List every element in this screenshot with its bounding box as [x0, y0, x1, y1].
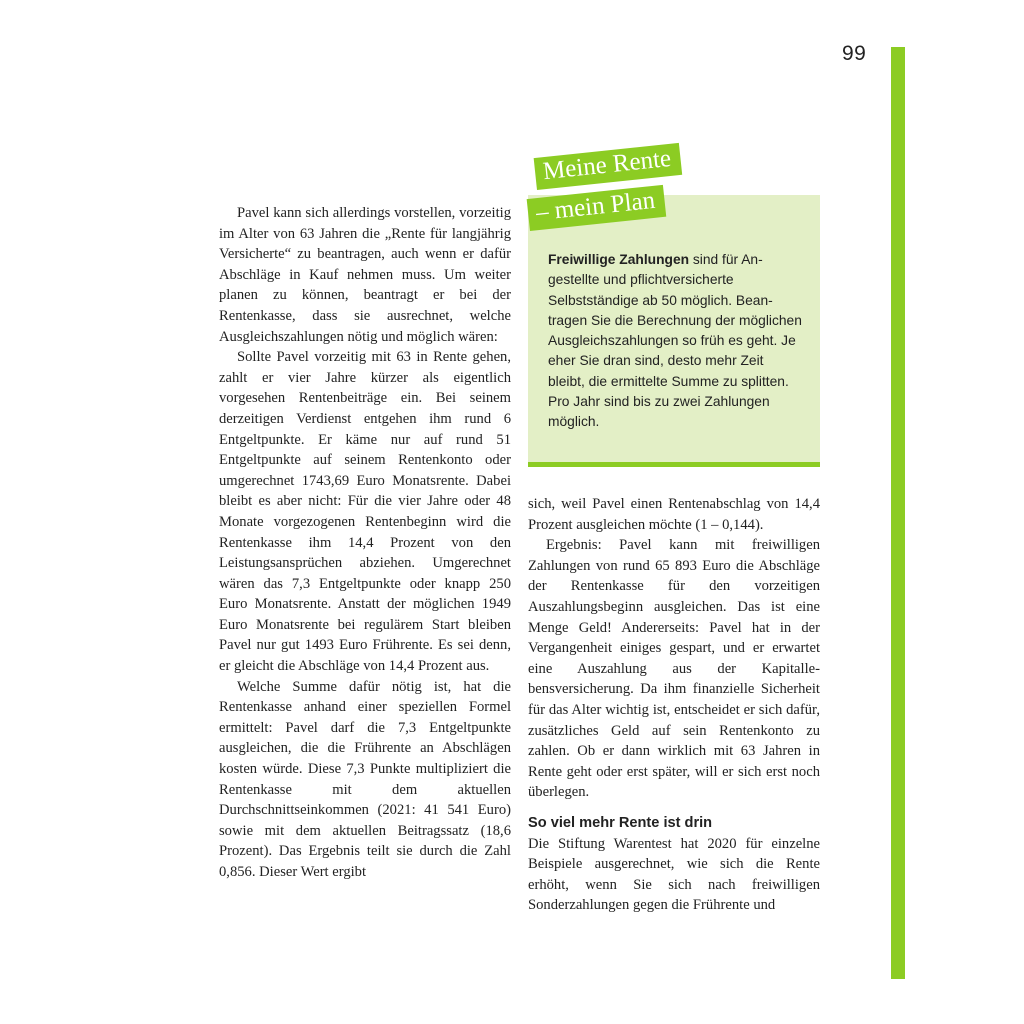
- section-heading: So viel mehr Rente ist drin: [528, 814, 713, 831]
- paragraph: Welche Summe dafür nötig ist, hat die Rentenkasse anhand einer speziellen Formel ermittelt: Pavel darf die 7,3 Entgeltpunkte ausgleichen, die die Frührente an Abschlägen kosten würde. Diese 7,3 Punkte multipliziert die Rentenkasse mit dem aktuellen Durchschnittseinkommen (2021: 41 541 Euro) sowie mit dem aktuellen Beitragssatz (18,6 Prozent). Das Ergebnis teilt sie durch die Zahl 0,856. Dieser Wert ergibt: [219, 678, 511, 880]
- info-box-tag-line-2: – mein Plan: [527, 185, 667, 231]
- page-number: 99: [842, 42, 867, 65]
- side-accent-bar: [891, 47, 905, 979]
- info-box-lead: Freiwillige Zahlungen: [548, 252, 690, 267]
- paragraph: Pavel kann sich allerdings vorstellen, vorzeitig im Alter von 63 Jahren die „Rente für langjährig Versicherte“ zu beantragen, auch wenn er dafür Abschläge in Kauf nehmen muss. Um weiter planen zu können, beantragt er bei der Rentenkasse, dass sie ausrechnet, welche Ausgleichszahlungen nötig und möglich wären:: [219, 205, 511, 345]
- info-box-text: [548, 250, 804, 433]
- paragraph: sich, weil Pavel einen Rentenabschlag von 14,4 Prozent ausgleichen möchte (1 – 0,144).: [528, 496, 820, 533]
- left-text-column: [219, 203, 511, 883]
- info-box: [528, 195, 820, 467]
- info-box-body: sind für Angestellte und pflichtversicherte Selbstständige ab 50 möglich. Beantragen Sie die Berechnung der möglichen Ausgleichszahlungen so früh es geht. Je eher Sie dran sind, desto mehr Zeit bleibt, die ermittelte Summe zu splitten. Pro Jahr sind bis zu zwei Zahlungen möglich.: [548, 252, 802, 430]
- right-text-column: [528, 494, 820, 916]
- info-box-tag-line-1: Meine Rente: [534, 143, 683, 190]
- paragraph: Ergebnis: Pavel kann mit freiwilligen Zahlungen von rund 65 893 Euro die Abschläge der Rentenkasse für den vorzeitigen Auszahlungsbeginn ausgleichen. Das ist eine Menge Geld! Andererseits: Pavel hat in der Vergangenheit einiges gespart, und er erwartet eine Auszahlung aus der Kapitallebensversicherung. Da ihm finanzielle Sicherheit für das Alter wichtig ist, entscheidet er sich dafür, zusätzliches Geld auf sein Rentenkonto zu zahlen. Ob er dann wirklich mit 63 Jahren in Rente geht oder erst später, will er sich erst noch überlegen.: [528, 537, 820, 801]
- paragraph: Die Stiftung Warentest hat 2020 für einzelne Beispiele ausgerechnet, wie sich die Rente erhöht, wenn Sie sich nach freiwilligen Sonderzahlungen gegen die Frührente und: [528, 835, 820, 914]
- paragraph: Sollte Pavel vorzeitig mit 63 in Rente gehen, zahlt er vier Jahre kürzer als eigentlich vorgesehen Rentenbeiträge ein. Bei seinem derzeitigen Verdienst entgehen ihm rund 6 Entgeltpunkte. Er käme nur auf rund 51 Entgeltpunkte auf seinem Rentenkonto oder umgerechnet 1743,69 Euro Monatsrente. Dabei bleibt es aber nicht: Für die vier Jahre oder 48 Monate vorgezogenen Rentenbeginn wird die Rentenkasse ihm 14,4 Prozent von den Leistungsansprüchen abziehen. Umgerechnet wären das 7,3 Entgeltpunkte oder knapp 250 Euro Monatsrente. Anstatt der möglichen 1949 Euro Monatsrente bei regulärem Start bleiben Pavel nur gut 1493 Euro Frührente. Es sei denn, er gleicht die Abschläge von 14,4 Prozent aus.: [219, 349, 511, 675]
